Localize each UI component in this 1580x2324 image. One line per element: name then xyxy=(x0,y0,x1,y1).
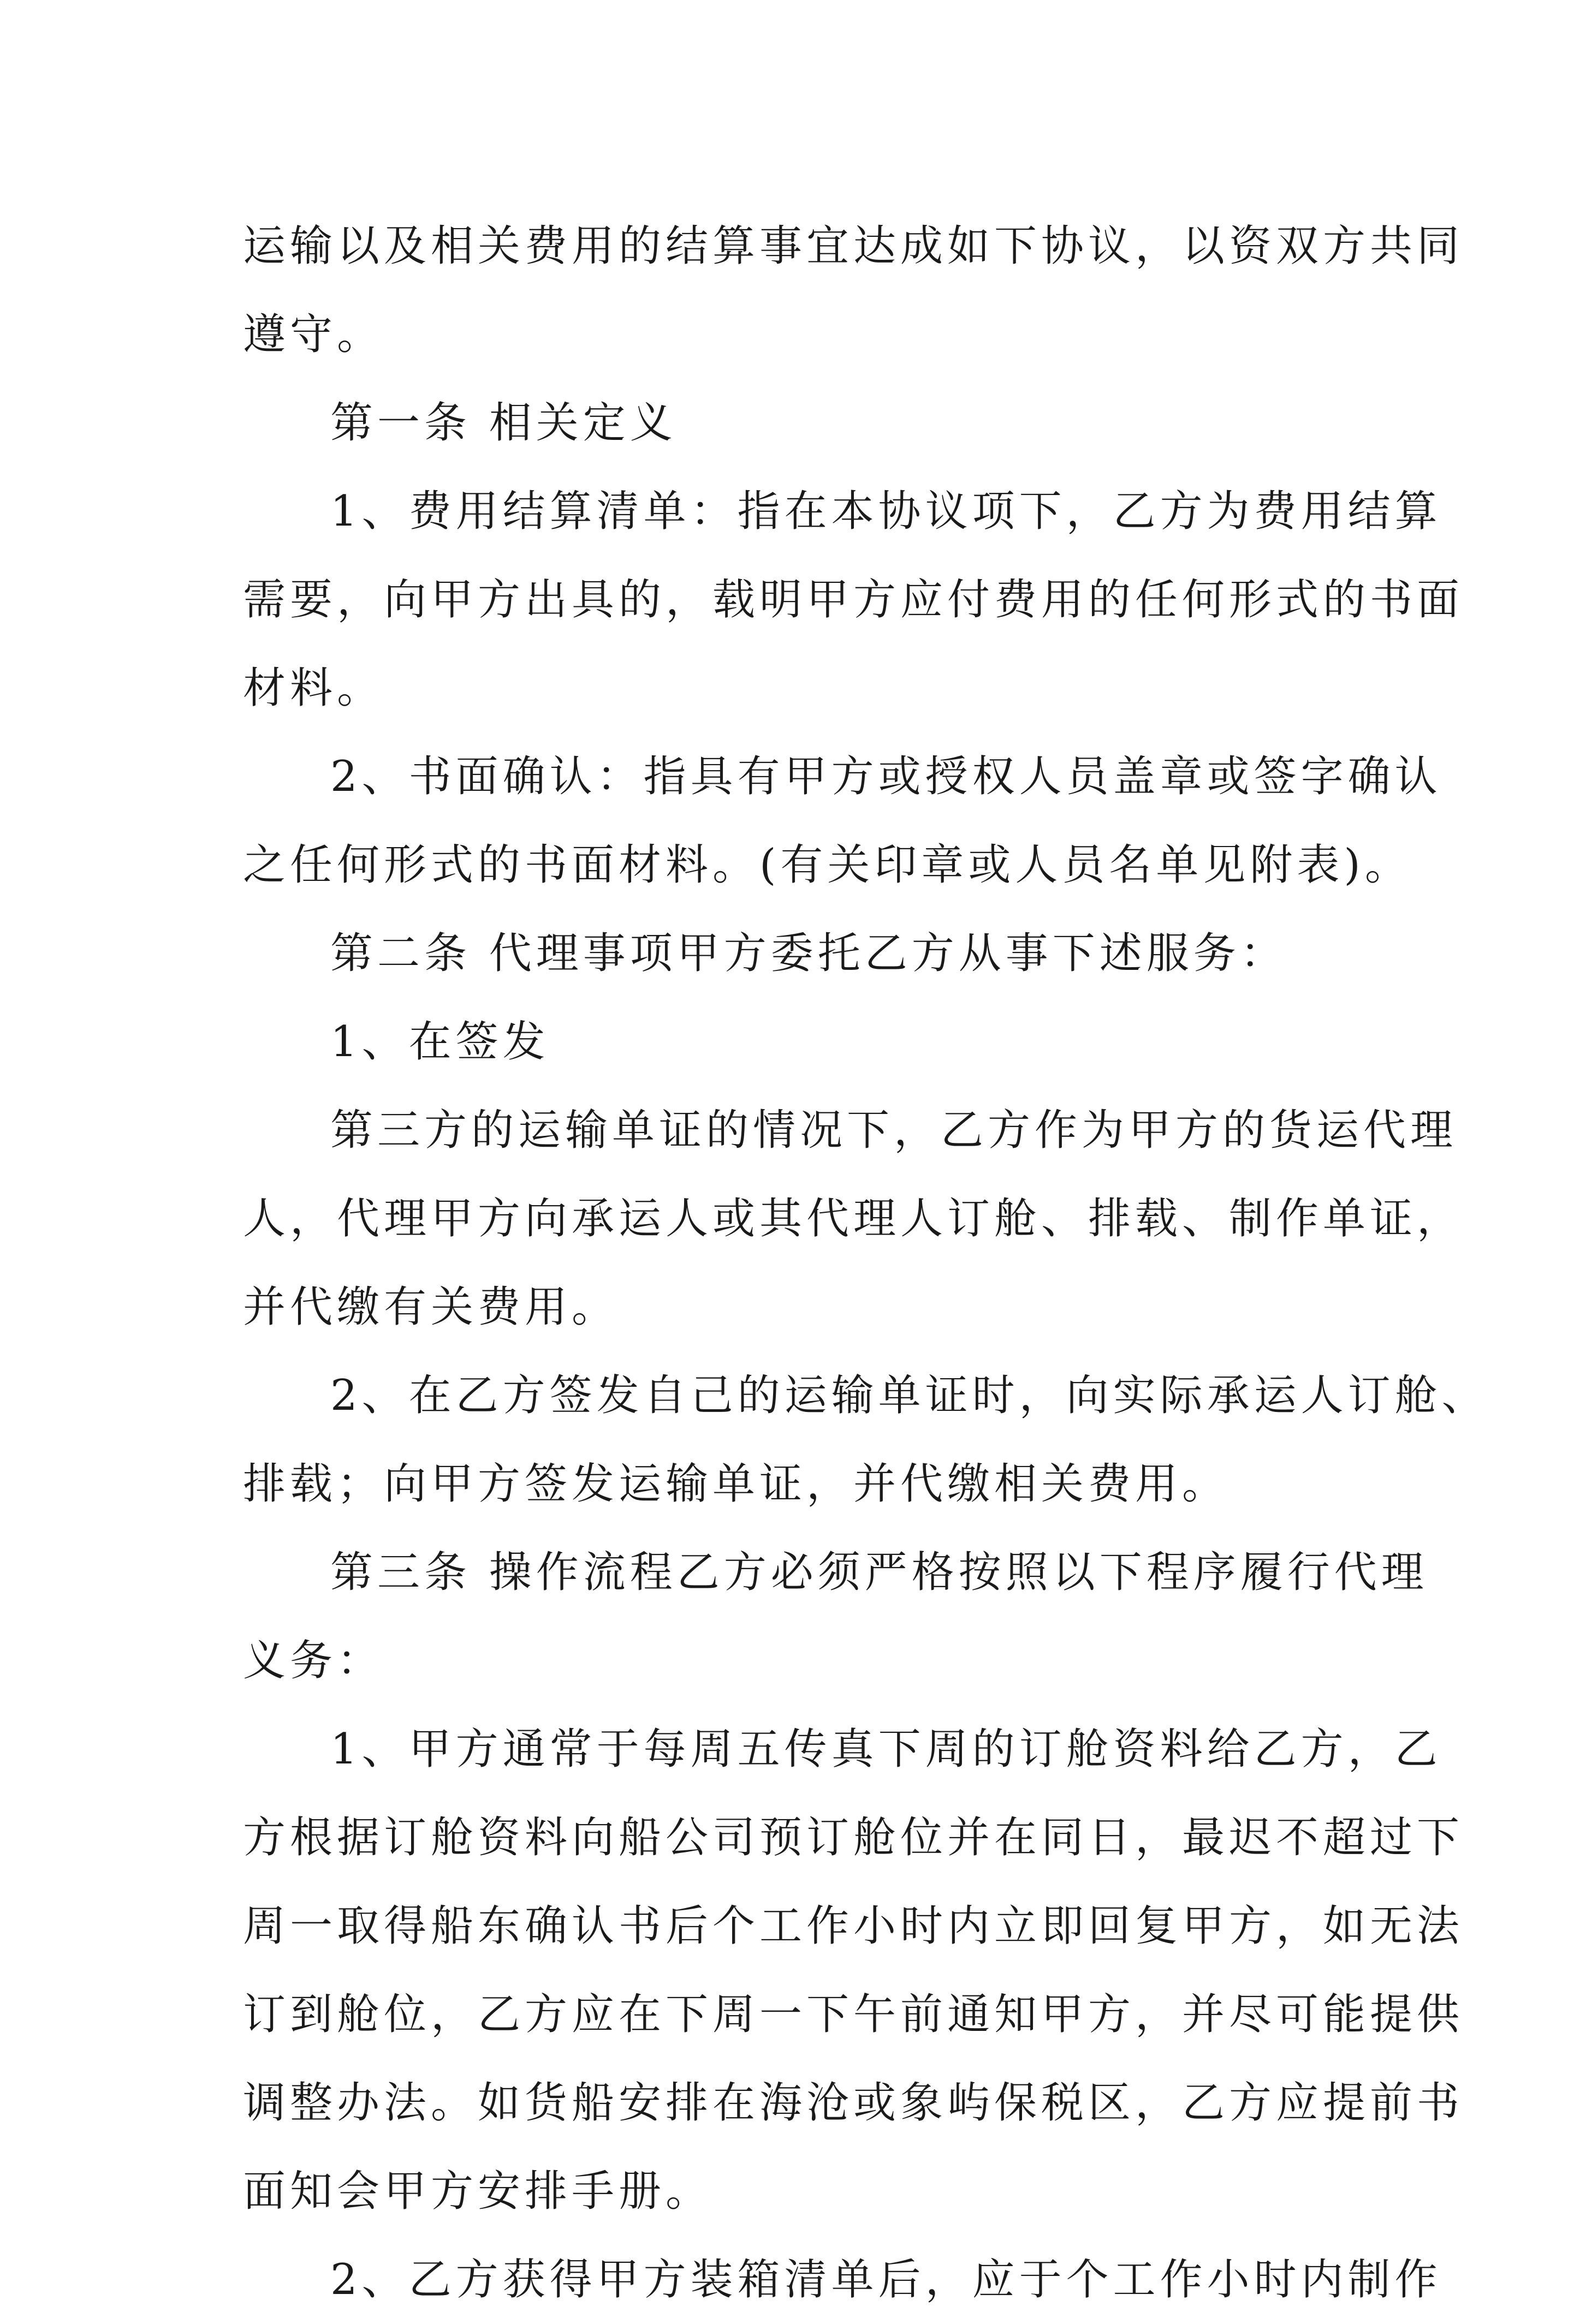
article-heading: 第三条 操作流程乙方必须严格按照以下程序履行代理 xyxy=(330,1548,1428,1597)
paragraph-line: 1、在签发 xyxy=(330,1017,550,1066)
paragraph-line: 2、在乙方签发自己的运输单证时，向实际承运人订舱、 xyxy=(330,1371,1489,1420)
paragraph-line: 1、甲方通常于每周五传真下周的订舱资料给乙方，乙 xyxy=(330,1725,1442,1774)
paragraph-line: 订到舱位，乙方应在下周一下午前通知甲方，并尽可能提供 xyxy=(243,1990,1464,2039)
paragraph-line: 调整办法。如货船安排在海沧或象屿保税区，乙方应提前书 xyxy=(243,2078,1464,2128)
document-body xyxy=(243,202,1489,2324)
paragraph-line: 并代缴有关费用。 xyxy=(243,1283,619,1332)
paragraph-line: 之任何形式的书面材料。(有关印章或人员名单见附表)。 xyxy=(243,841,1412,890)
paragraph-line: 1、费用结算清单：指在本协议项下，乙方为费用结算 xyxy=(330,487,1442,536)
paragraph-line: 周一取得船东确认书后个工作小时内立即回复甲方，如无法 xyxy=(243,1902,1464,1951)
paragraph-line: 排载；向甲方签发运输单证，并代缴相关费用。 xyxy=(243,1459,1229,1509)
paragraph-line: 材料。 xyxy=(243,664,384,713)
paragraph-line: 第三方的运输单证的情况下，乙方作为甲方的货运代理 xyxy=(330,1106,1458,1155)
paragraph-line: 义务： xyxy=(243,1636,384,1685)
paragraph-line: 遵守。 xyxy=(243,310,384,359)
paragraph-line: 面知会甲方安排手册。 xyxy=(243,2167,713,2216)
article-heading: 第一条 相关定义 xyxy=(330,398,677,448)
paragraph-line: 需要，向甲方出具的，载明甲方应付费用的任何形式的书面 xyxy=(243,575,1464,624)
paragraph-line: 2、书面确认：指具有甲方或授权人员盖章或签字确认 xyxy=(330,752,1442,801)
article-heading: 第二条 代理事项甲方委托乙方从事下述服务： xyxy=(330,929,1287,978)
paragraph-line: 2、乙方获得甲方装箱清单后，应于个工作小时内制作 xyxy=(330,2255,1442,2304)
paragraph-line: 方根据订舱资料向船公司预订舱位并在同日，最迟不超过下 xyxy=(243,1813,1464,1862)
paragraph-line: 运输以及相关费用的结算事宜达成如下协议，以资双方共同 xyxy=(243,222,1464,271)
paragraph-line: 人，代理甲方向承运人或其代理人订舱、排载、制作单证， xyxy=(243,1194,1464,1243)
